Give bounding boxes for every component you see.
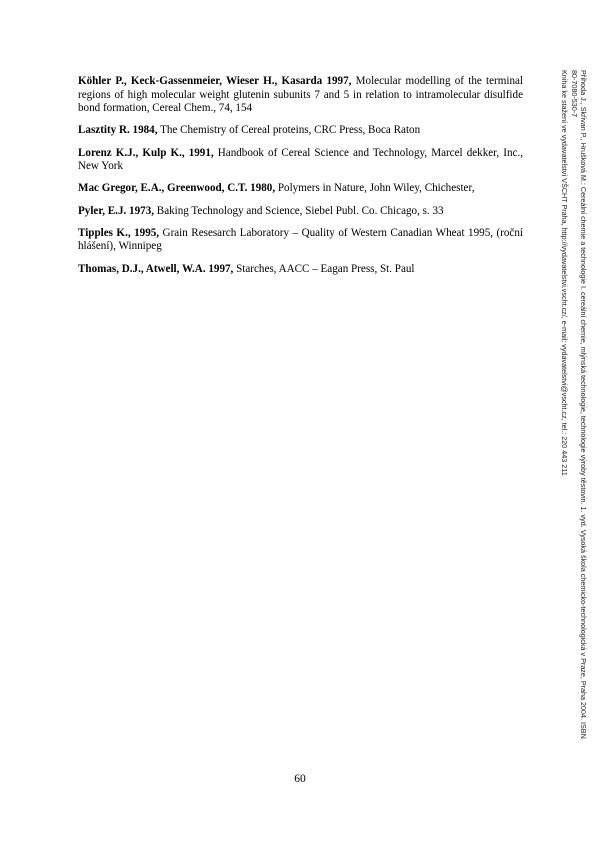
side-note-line: Kniha ke stažení ve vydavatelství VŠCHT Praha, http://vydavatelstvi.vscht.cz/, e-mail: vydavatelstvi@vscht.cz, tel.: 220 443 211 (560, 70, 570, 476)
reference-text: Molecular modelling of the terminal regions of high molecular weight glutenin subunits 7 and 5 in relation to intramolecular disulfide bond formation, Cereal Chem., 74, 154 (78, 75, 523, 115)
page-number: 60 (294, 773, 306, 785)
reference-text: Handbook of Cereal Science and Technology, Marcel dekker, Inc., New York (78, 146, 523, 173)
reference-item (78, 147, 523, 174)
reference-authors: Thomas, D.J., Atwell, W.A. 1997, (78, 262, 234, 275)
reference-text: Baking Technology and Science, Siebel Publ. Co. Chicago, s. 33 (154, 204, 444, 217)
reference-authors: Lasztity R. 1984, (78, 124, 158, 137)
reference-list (78, 75, 523, 285)
side-note-line: 80-7080-530-7 (569, 70, 579, 118)
reference-item (78, 182, 523, 196)
reference-text: Grain Resesarch Laboratory – Quality of Western Canadian Wheat 1995, (roční hlášení), Winnipeg (78, 226, 523, 253)
reference-text: Starches, AACC – Eagan Press, St. Paul (233, 262, 415, 275)
reference-authors: Köhler P., Keck-Gassenmeier, Wieser H., Kasarda 1997, (78, 75, 352, 87)
copyright-side-note (560, 70, 588, 840)
reference-authors: Pyler, E.J. 1973, (78, 204, 155, 217)
reference-authors: Mac Gregor, E.A., Greenwood, C.T. 1980, (78, 182, 276, 195)
reference-item (78, 205, 523, 219)
reference-item (78, 227, 523, 254)
reference-authors: Tipples K., 1995, (78, 226, 160, 239)
reference-text: The Chemistry of Cereal proteins, CRC Press, Boca Raton (157, 124, 421, 137)
reference-text: Polymers in Nature, John Wiley, Chichester, (275, 182, 475, 195)
reference-item (78, 124, 523, 138)
reference-item (78, 75, 523, 116)
side-note-line: Příhoda J., Skřivan P., Hrušková M.: Cereální chemie a technologie I. cereální chemie, mlýnská technologie, technologie výroby těstovin. 1. vyd. Vysoká škola chemicko-technologická v Praze, Praha 2004. ISBN (579, 70, 588, 739)
reference-item (78, 263, 523, 277)
reference-authors: Lorenz K.J., Kulp K., 1991, (78, 146, 214, 159)
